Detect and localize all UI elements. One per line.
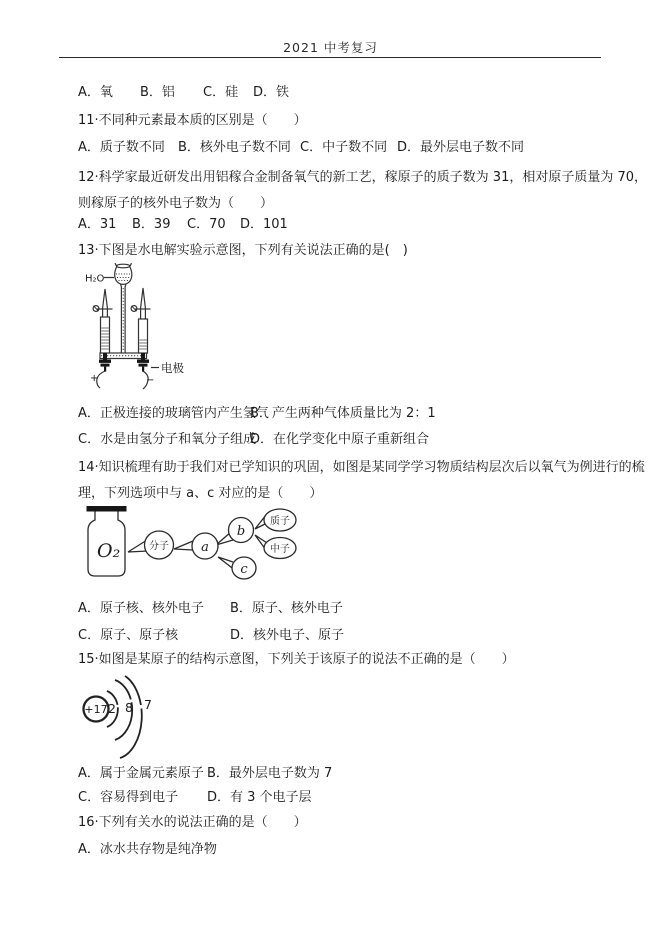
q16-stem: 16·下列有关水的说法正确的是（ ） <box>78 815 307 830</box>
c-label: c <box>240 562 248 577</box>
plus-terminal-label: + <box>90 373 99 384</box>
proton-label: 质子 <box>270 516 290 527</box>
q14-stem-line2: 理，下列选项中与 a、c 对应的是（ ） <box>78 486 323 501</box>
right-gas-tube <box>139 319 148 353</box>
nucleus-charge-label: +17 <box>84 703 108 716</box>
q10-options-row <box>0 81 661 99</box>
shell-1-count: 2 <box>108 701 116 716</box>
left-jet-tip <box>103 289 108 317</box>
q14-option-c: C．原子、原子核 <box>78 628 179 643</box>
q11-option-d: D．最外层电子数不同 <box>397 140 525 155</box>
reservoir-bulb <box>115 266 132 284</box>
q12-option-d: D．101 <box>240 217 288 232</box>
q11-options-row <box>0 136 661 154</box>
q15-option-a: A．属于金属元素原子 <box>78 766 204 781</box>
electrode-label: 电极 <box>161 361 184 375</box>
molecule-label: 分子 <box>149 541 169 552</box>
q12-option-a: A．31 <box>78 217 117 232</box>
oxygen-structure-diagram <box>85 503 300 588</box>
q10-option-c: C．硅 <box>203 85 239 100</box>
water-label: H₂O <box>85 273 105 285</box>
q14-stem-line1: 14·知识梳理有助于我们对已学知识的巩固，如图是某同学学习物质结构层次后以氧气为例进行的梳 <box>78 460 645 475</box>
q13-option-c: C．水是由氢分子和氧分子组成 <box>78 432 257 447</box>
water-electrolysis-diagram <box>80 260 220 400</box>
page-title: 2021 中考复习 <box>283 40 378 55</box>
atomic-structure-diagram <box>75 672 190 767</box>
q13-option-a: A．正极连接的玻璃管内产生氢气 <box>78 406 269 421</box>
q12-option-c: C．70 <box>187 217 226 232</box>
q11-option-b: B．核外电子数不同 <box>178 140 291 155</box>
q12-option-b: B．39 <box>132 217 171 232</box>
q15-stem: 15·如图是某原子的结构示意图，下列关于该原子的说法不正确的是（ ） <box>78 652 515 667</box>
right-jet-tip <box>141 288 146 319</box>
q12-stem-line1: 12·科学家最近研发出用铝稼合金制备氧气的新工艺，稼原子的质子数为 31，相对原子质量为 70， <box>78 170 648 185</box>
q11-option-c: C．中子数不同 <box>300 140 388 155</box>
shell-2-count: 8 <box>125 700 133 715</box>
q15-option-d: D．有 3 个电子层 <box>207 790 312 805</box>
q13-option-b: B．产生两种气体质量比为 2：1 <box>250 406 436 421</box>
q11-option-a: A．质子数不同 <box>78 140 165 155</box>
bottle-o2-label: O₂ <box>97 540 121 562</box>
q12-stem-line2: 则稼原子的核外电子数为（ ） <box>78 196 274 211</box>
q13-stem: 13·下图是水电解实验示意图，下列有关说法正确的是( ) <box>78 243 408 258</box>
q14-option-b: B．原子、核外电子 <box>230 601 343 616</box>
left-gas-tube <box>101 317 110 353</box>
q14-options-row2 <box>0 624 661 642</box>
q15-options-row2 <box>0 786 661 804</box>
q10-option-b: B．铝 <box>140 85 175 100</box>
q15-options-row1 <box>0 762 661 780</box>
q13-option-d: D．在化学变化中原子重新组合 <box>250 432 430 447</box>
shell-3-count: 7 <box>144 697 152 712</box>
header-divider <box>59 57 601 58</box>
q15-option-b: B．最外层电子数为 7 <box>207 766 333 781</box>
q13-options-row2 <box>0 428 661 446</box>
q14-options-row1 <box>0 597 661 615</box>
b-label: b <box>236 524 246 539</box>
q11-stem: 11·不同种元素最本质的区别是（ ） <box>78 113 307 128</box>
neutron-label: 中子 <box>270 544 290 555</box>
q10-option-d: D．铁 <box>253 85 290 100</box>
q14-option-d: D．核外电子、原子 <box>230 628 345 643</box>
q16-option-a: A．冰水共存物是纯净物 <box>78 842 217 857</box>
bottle-cap <box>87 506 127 512</box>
q12-options-row <box>0 213 661 231</box>
q13-options-row1 <box>0 402 661 420</box>
a-label: a <box>201 540 209 555</box>
q15-option-c: C．容易得到电子 <box>78 790 179 805</box>
minus-terminal-label: − <box>146 375 155 386</box>
q10-option-a: A．氧 <box>78 85 113 100</box>
q14-option-a: A．原子核、核外电子 <box>78 601 204 616</box>
